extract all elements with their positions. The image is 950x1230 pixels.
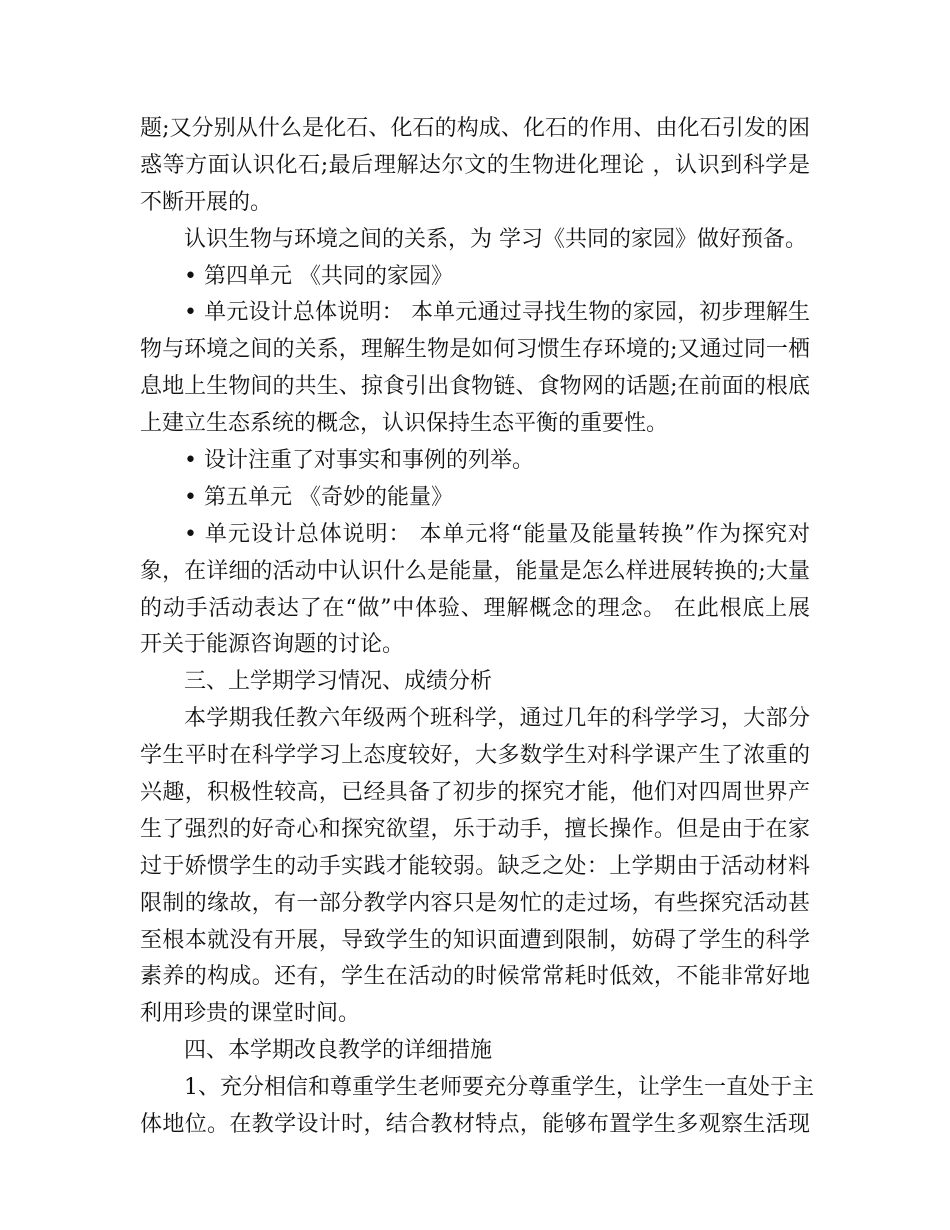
text-line: 惑等方面认识化石;最后理解达尔文的生物进化理论 ，认识到科学是	[140, 152, 810, 178]
text-line: 素养的构成。还有，学生在活动的时候常常耗时低效，不能非常好地	[140, 964, 810, 990]
text-line: 过于娇惯学生的动手实践才能较弱。缺乏之处：上学期由于活动材料	[140, 853, 810, 879]
text-line: 认识生物与环境之间的关系，为 学习《共同的家园》做好预备。	[184, 226, 807, 252]
section-heading: 四、本学期改良教学的详细措施	[184, 1038, 493, 1064]
text-line: 兴趣，积极性较高，已经具备了初步的探究才能，他们对四周世界产	[140, 780, 810, 806]
text-line: 物与环境之间的关系，理解生物是如何习惯生存环境的;又通过同一栖	[140, 337, 810, 363]
text-line: 体地位。在教学设计时，结合教材特点，能够布置学生多观察生活现	[140, 1112, 810, 1138]
section-heading: 三、上学期学习情况、成绩分析	[184, 669, 493, 695]
text-line: 至根本就没有开展，导致学生的知识面遭到限制，妨碍了学生的科学	[140, 927, 810, 953]
text-line: 的动手活动表达了在“做”中体验、理解概念的理念。 在此根底上展	[140, 595, 810, 621]
text-line: 上建立生态系统的概念，认识保持生态平衡的重要性。	[140, 411, 669, 437]
document-body	[140, 111, 814, 1144]
text-line: 本学期我任教六年级两个班科学，通过几年的科学学习，大部分	[184, 706, 810, 732]
text-line: 利用珍贵的课堂时间。	[140, 1001, 361, 1027]
text-line: 题;又分别从什么是化石、化石的构成、化石的作用、由化石引发的困	[140, 116, 810, 141]
bullet-line: • 第五单元 《奇妙的能量》	[184, 484, 453, 510]
text-line: 生了强烈的好奇心和探究欲望，乐于动手，擅长操作。但是由于在家	[140, 816, 810, 842]
bullet-line: • 设计注重了对事实和事例的列举。	[184, 448, 534, 474]
bullet-line: • 单元设计总体说明： 本单元通过寻找生物的家园，初步理解生	[184, 300, 810, 326]
bullet-line: • 第四单元 《共同的家园》	[184, 263, 453, 289]
text-line: 不断开展的。	[140, 189, 273, 215]
text-line: 1、充分相信和尊重学生老师要充分尊重学生，让学生一直处于主	[184, 1075, 814, 1101]
text-line: 限制的缘故，有一部分教学内容只是匆忙的走过场，有些探究活动甚	[140, 890, 810, 916]
text-line: 息地上生物间的共生、掠食引出食物链、食物网的话题;在前面的根底	[140, 374, 810, 400]
bullet-line: • 单元设计总体说明： 本单元将“能量及能量转换”作为探究对	[184, 521, 810, 547]
text-line: 象，在详细的活动中认识什么是能量，能量是怎么样进展转换的;大量	[140, 558, 810, 584]
text-line: 开关于能源咨询题的讨论。	[140, 632, 405, 658]
text-line: 学生平时在科学学习上态度较好，大多数学生对科学课产生了浓重的	[140, 743, 810, 769]
